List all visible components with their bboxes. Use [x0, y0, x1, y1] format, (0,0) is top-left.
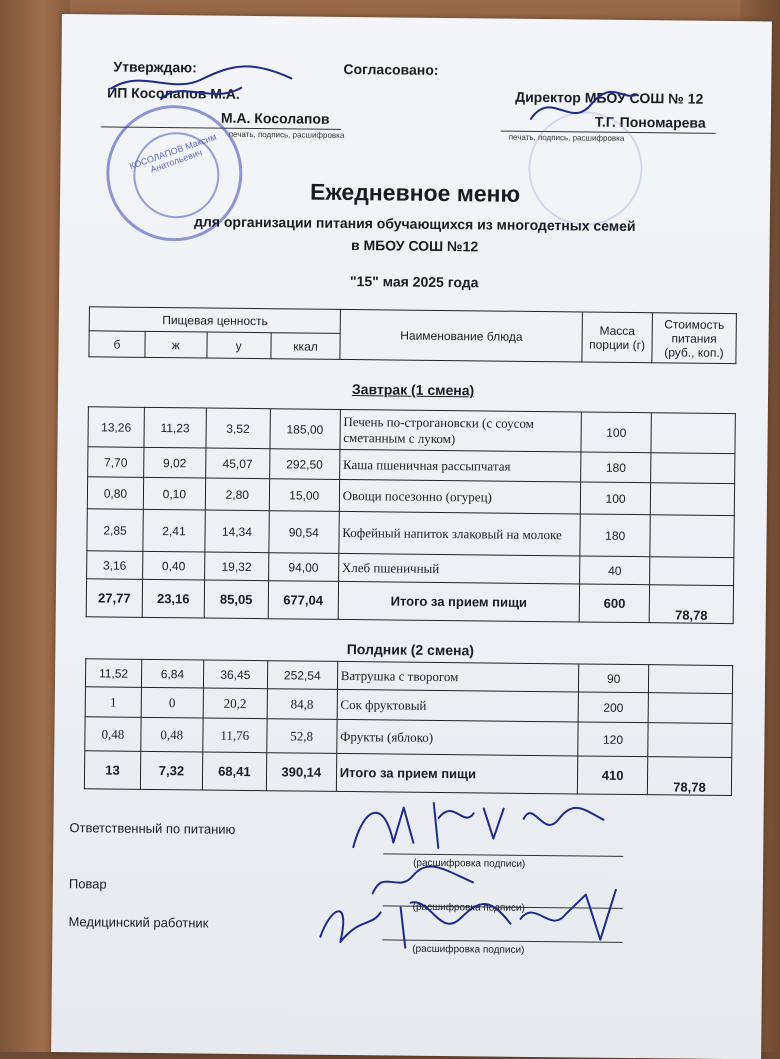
cell-kcal: 185,00: [270, 409, 340, 450]
responsible-caption: (расшифровка подписи): [413, 857, 526, 870]
total-zh: 23,16: [142, 579, 204, 618]
cell-dish: Овощи посезонно (огурец): [339, 479, 581, 514]
total-kcal: 390,14: [266, 753, 336, 792]
cell-kcal: 252,54: [267, 661, 337, 690]
cell-mass: 120: [578, 722, 648, 757]
cell-u: 36,45: [203, 660, 267, 689]
agree-label: Согласовано:: [343, 60, 439, 78]
cell-mass: 40: [580, 556, 650, 585]
cell-u: 3,52: [206, 408, 270, 449]
cell-u: 14,34: [205, 510, 269, 553]
cell-b: 3,16: [87, 551, 143, 580]
cell-u: 11,76: [203, 718, 267, 753]
table-row: [88, 407, 735, 454]
cell-u: 20,2: [203, 688, 267, 719]
cell-cost: [648, 693, 732, 724]
medic-signature: [310, 877, 631, 960]
director-caption: печать, подпись, расшифровка: [508, 132, 625, 143]
cell-mass: 100: [581, 412, 651, 453]
breakfast-table: [86, 406, 736, 624]
cell-kcal: 15,00: [269, 479, 339, 512]
total-label: Итого за прием пищи: [336, 753, 578, 794]
subtitle-line-1: для организации питания обучающихся из многодетных семей: [194, 213, 636, 235]
director-signature: [521, 79, 642, 140]
approver-name: М.А. Косолапов: [220, 109, 330, 127]
cell-zh: 9,02: [144, 447, 206, 478]
cell-dish: Хлеб пшеничный: [338, 553, 580, 584]
cell-b: 7,70: [88, 447, 144, 478]
cell-b: 11,52: [85, 659, 141, 688]
total-b: 13: [84, 751, 140, 790]
cell-dish: Ватрушка с творогом: [337, 661, 579, 692]
header-dish: Наименование блюда: [340, 309, 582, 362]
table-row: [87, 509, 734, 558]
medic-caption: (расшифровка подписи): [412, 943, 525, 956]
approver-caption: печать, подпись, расшифровка: [228, 129, 345, 140]
menu-document: [51, 14, 772, 1059]
cell-zh: 0: [141, 687, 203, 718]
cell-mass: 90: [579, 664, 649, 693]
total-mass: 410: [578, 756, 648, 795]
header-nutrition: Пищевая ценность: [89, 307, 341, 334]
cell-cost: [650, 483, 734, 516]
cell-u: 45,07: [206, 448, 270, 479]
header-u: у: [207, 332, 271, 359]
cell-dish: Фрукты (яблоко): [336, 719, 578, 756]
cell-mass: 200: [578, 692, 648, 723]
cell-dish: Каша пшеничная рассыпчатая: [339, 449, 581, 482]
responsible-label: Ответственный по питанию: [69, 820, 236, 837]
approve-label: Утверждаю:: [113, 58, 197, 76]
cell-zh: 0,40: [143, 551, 205, 580]
director-name: Т.Г. Пономарева: [594, 113, 706, 131]
approver-signature: [101, 48, 302, 120]
header-cost: Стоимость питания (руб., коп.): [652, 313, 737, 364]
responsible-signature: [343, 787, 624, 870]
cell-kcal: 90,54: [269, 511, 339, 554]
header-kcal: ккал: [270, 333, 340, 360]
header-table: [88, 306, 736, 364]
cell-mass: 180: [580, 514, 650, 557]
cell-b: 13,26: [88, 407, 144, 448]
cell-dish: Печень по-строгановски (с соусом сметанным с луком): [340, 409, 582, 452]
page-title: Ежедневное меню: [310, 178, 521, 207]
total-kcal: 677,04: [268, 581, 338, 620]
stamp-text: КОСОЛАПОВ Максим Анатольевич: [128, 131, 218, 175]
cell-b: 0,80: [87, 477, 143, 510]
cell-b: 2,85: [87, 509, 143, 552]
cell-cost: [648, 665, 732, 694]
cook-caption: (расшифровка подписи): [412, 901, 525, 914]
header-mass: Масса порции (г): [582, 312, 652, 363]
approver-org: ИП Косолапов М.А.: [107, 84, 240, 102]
cell-zh: 6,84: [141, 659, 203, 688]
cell-cost: [648, 723, 732, 758]
breakfast-section-title: Завтрак (1 смена): [351, 381, 475, 399]
header-zh: ж: [145, 331, 207, 358]
total-label: Итого за прием пищи: [338, 581, 580, 622]
cell-b: 0,48: [85, 717, 141, 752]
medic-label: Медицинский работник: [68, 914, 209, 931]
cell-zh: 0,10: [143, 477, 205, 510]
total-zh: 7,32: [140, 751, 202, 790]
total-u: 85,05: [204, 580, 268, 619]
cell-b: 1: [85, 687, 141, 718]
cell-cost: [651, 413, 735, 454]
cell-cost: [650, 557, 734, 586]
total-cost: 78,78: [647, 757, 731, 796]
cell-kcal: 52,8: [267, 719, 337, 754]
cell-cost: [650, 515, 734, 558]
subtitle-line-2: в МБОУ СОШ №12: [350, 237, 479, 255]
cell-zh: 2,41: [143, 509, 205, 552]
cell-mass: 100: [581, 482, 651, 515]
cell-dish: Сок фруктовый: [337, 689, 579, 722]
cell-cost: [651, 453, 735, 484]
total-row: [86, 579, 733, 624]
cell-kcal: 292,50: [269, 449, 339, 480]
cell-u: 2,80: [205, 478, 269, 511]
snack-section-title: Полдник (2 смена): [346, 641, 475, 659]
date-line: "15" мая 2025 года: [349, 273, 479, 291]
total-b: 27,77: [86, 579, 142, 618]
cook-label: Повар: [68, 876, 107, 892]
cell-mass: 180: [581, 452, 651, 483]
snack-table: [84, 658, 733, 796]
cell-kcal: 94,00: [268, 553, 338, 582]
cell-zh: 0,48: [141, 717, 203, 752]
header-b: б: [89, 331, 145, 358]
cell-kcal: 84,8: [267, 689, 337, 720]
total-mass: 600: [579, 584, 649, 623]
cell-dish: Кофейный напиток злаковый на молоке: [339, 511, 581, 556]
cell-zh: 11,23: [144, 407, 206, 448]
total-u: 68,41: [202, 752, 266, 791]
cell-u: 19,32: [204, 552, 268, 581]
total-cost: 78,78: [649, 585, 733, 624]
director-title: Директор МБОУ СОШ № 12: [515, 88, 704, 107]
